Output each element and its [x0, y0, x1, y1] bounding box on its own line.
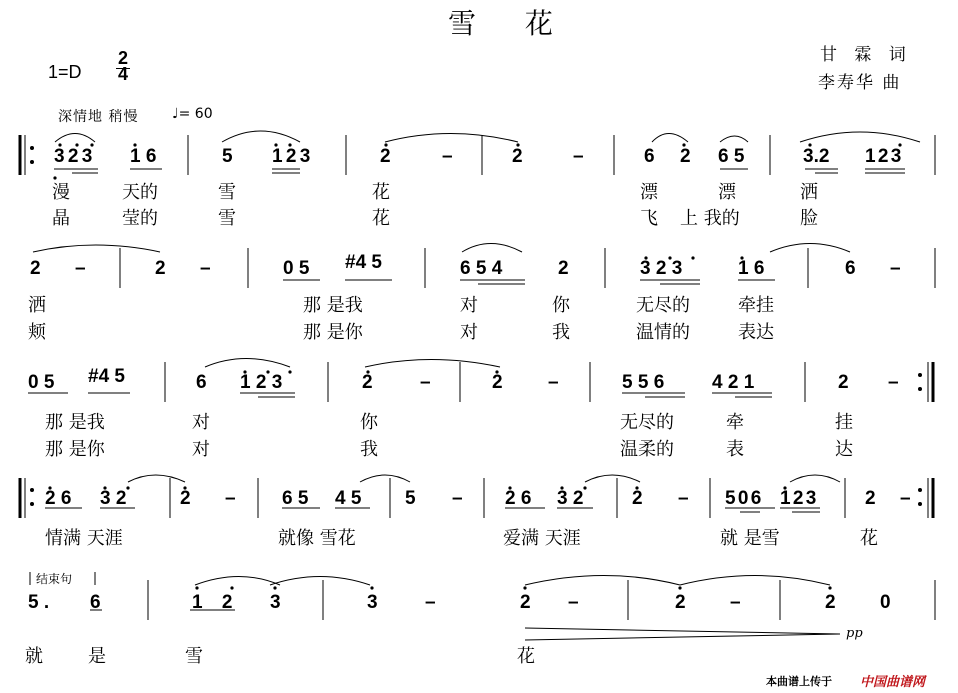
lyric: 对	[192, 439, 210, 460]
note: 2	[558, 258, 569, 279]
lyric: 温情的	[636, 322, 690, 343]
lyric: 牵挂	[738, 295, 774, 316]
tempo-marking: 深情地 稍慢	[58, 109, 139, 125]
note-group: 3 2 3	[54, 146, 93, 167]
note: 6	[845, 258, 856, 279]
dynamics-marking: pp	[846, 626, 863, 641]
song-title: 雪 花	[448, 7, 573, 40]
tempo-bpm: ♩= 60	[172, 106, 213, 122]
dash: –	[442, 146, 453, 167]
lyric: 就	[25, 646, 43, 667]
note-group: 0 5	[28, 372, 55, 393]
note: 2	[492, 372, 503, 393]
note-group: 1 6	[738, 258, 765, 279]
dash: –	[200, 258, 211, 279]
note-group: 6 5 4	[460, 258, 503, 279]
lyric: 脸	[800, 208, 818, 229]
note-group: 6 5	[282, 488, 309, 509]
dash: –	[420, 372, 431, 393]
lyric: 你	[360, 412, 378, 433]
rest: 0	[880, 592, 891, 613]
note-group: 0 5	[283, 258, 310, 279]
dash: –	[225, 488, 236, 509]
dash: –	[425, 592, 436, 613]
lyric: 晶	[52, 208, 70, 229]
lyric: 颊	[28, 322, 46, 343]
note: 6	[196, 372, 207, 393]
lyric: 那 是你	[303, 322, 363, 343]
lyric: 对	[460, 322, 478, 343]
upload-note: 本曲谱上传于	[766, 675, 832, 688]
dash: –	[888, 372, 899, 393]
note: 2	[380, 146, 391, 167]
note-group: 3 2	[557, 488, 584, 509]
note: 2	[632, 488, 643, 509]
dash: –	[75, 258, 86, 279]
dash: –	[730, 592, 741, 613]
note-group: 5 5 6	[622, 372, 665, 393]
note-group: 1 2 3	[240, 372, 283, 393]
note-group: 4 5	[335, 488, 362, 509]
lyric: 牵	[726, 412, 744, 433]
note-group: 4 2 1	[712, 372, 755, 393]
lyric: 表达	[738, 322, 774, 343]
lyric: 天的	[122, 182, 158, 203]
lyric: 无尽的	[620, 412, 674, 433]
dash: –	[678, 488, 689, 509]
note: 5	[405, 488, 416, 509]
key-signature: 1=D	[48, 62, 82, 82]
note-group: 5	[222, 146, 233, 167]
lyric: 雪	[218, 208, 236, 229]
note: 2	[825, 592, 836, 613]
dash: –	[452, 488, 463, 509]
lyric: 花	[517, 646, 535, 667]
note-group: 2 6	[505, 488, 532, 509]
lyric: 温柔的	[620, 439, 674, 460]
note: 6	[644, 146, 655, 167]
lyric: 洒	[28, 295, 46, 316]
note-group: #4 5	[345, 252, 382, 273]
note-group: 1 2	[192, 592, 233, 613]
lyric: 那 是我	[45, 412, 105, 433]
lyric: 洒	[800, 182, 818, 203]
lyric: 漫	[52, 182, 70, 203]
note: 2	[675, 592, 686, 613]
lyric: 爱满 天涯	[503, 528, 581, 549]
note-group: 3 2 3	[640, 258, 683, 279]
note: 2	[520, 592, 531, 613]
lyric: 挂	[835, 412, 853, 433]
lyric: 飞	[640, 208, 658, 229]
composer-credit: 李寿华 曲	[818, 73, 902, 93]
lyric: 达	[835, 439, 853, 460]
note: 2	[680, 146, 691, 167]
note-group: 6 5	[718, 146, 745, 167]
lyric: 花	[860, 528, 878, 549]
dash: –	[573, 146, 584, 167]
lyric: 就像 雪花	[278, 528, 356, 549]
lyric: 那 是你	[45, 439, 105, 460]
note-group: 3 2	[100, 488, 127, 509]
note-group: 5 .	[28, 592, 50, 613]
note: 3	[270, 592, 281, 613]
time-signature-bottom: 4	[118, 64, 129, 84]
note: 2	[865, 488, 876, 509]
lyric: 是	[88, 646, 106, 667]
lyric: 对	[460, 295, 478, 316]
lyric: 就 是雪	[720, 528, 780, 549]
note: 2	[30, 258, 41, 279]
lyric: 花	[372, 208, 390, 229]
lyric: 你	[552, 295, 570, 316]
lyric: 花	[372, 182, 390, 203]
note: 6	[90, 592, 101, 613]
lyric: 我	[360, 439, 378, 460]
lyric: 上 我的	[680, 208, 740, 229]
note: 2	[155, 258, 166, 279]
lyric: 莹的	[122, 208, 158, 229]
ending-label: 结束句	[36, 572, 73, 586]
lyric: 雪	[185, 646, 203, 667]
dash: –	[548, 372, 559, 393]
lyric: 漂	[640, 182, 658, 203]
note: 2	[512, 146, 523, 167]
lyric: 那 是我	[303, 295, 363, 316]
lyric: 情满 天涯	[45, 528, 123, 549]
dash: –	[890, 258, 901, 279]
dash: –	[568, 592, 579, 613]
note-group: 1 2 3	[272, 146, 311, 167]
note: 3	[367, 592, 378, 613]
note-group: 1 2 3	[780, 488, 817, 509]
site-logo: 中国曲谱网	[860, 675, 926, 690]
note-group: 3.2	[803, 146, 830, 167]
note-group: 1 6	[130, 146, 157, 167]
lyric: 无尽的	[636, 295, 690, 316]
lyricist-credit: 甘 霖 词	[820, 45, 912, 65]
lyric: 我	[552, 322, 570, 343]
note: 2	[838, 372, 849, 393]
note: 2	[180, 488, 191, 509]
time-signature-top: 2	[118, 48, 129, 68]
note-group: 2 6	[45, 488, 72, 509]
dash: –	[900, 488, 911, 509]
lyric: 对	[192, 412, 210, 433]
note-group: 1 2 3	[865, 146, 902, 167]
note-group: #4 5	[88, 366, 125, 387]
note-group: 5 0 6	[725, 488, 762, 509]
lyric: 漂	[718, 182, 736, 203]
lyric: 雪	[218, 182, 236, 203]
note: 2	[362, 372, 373, 393]
lyric: 表	[726, 439, 744, 460]
